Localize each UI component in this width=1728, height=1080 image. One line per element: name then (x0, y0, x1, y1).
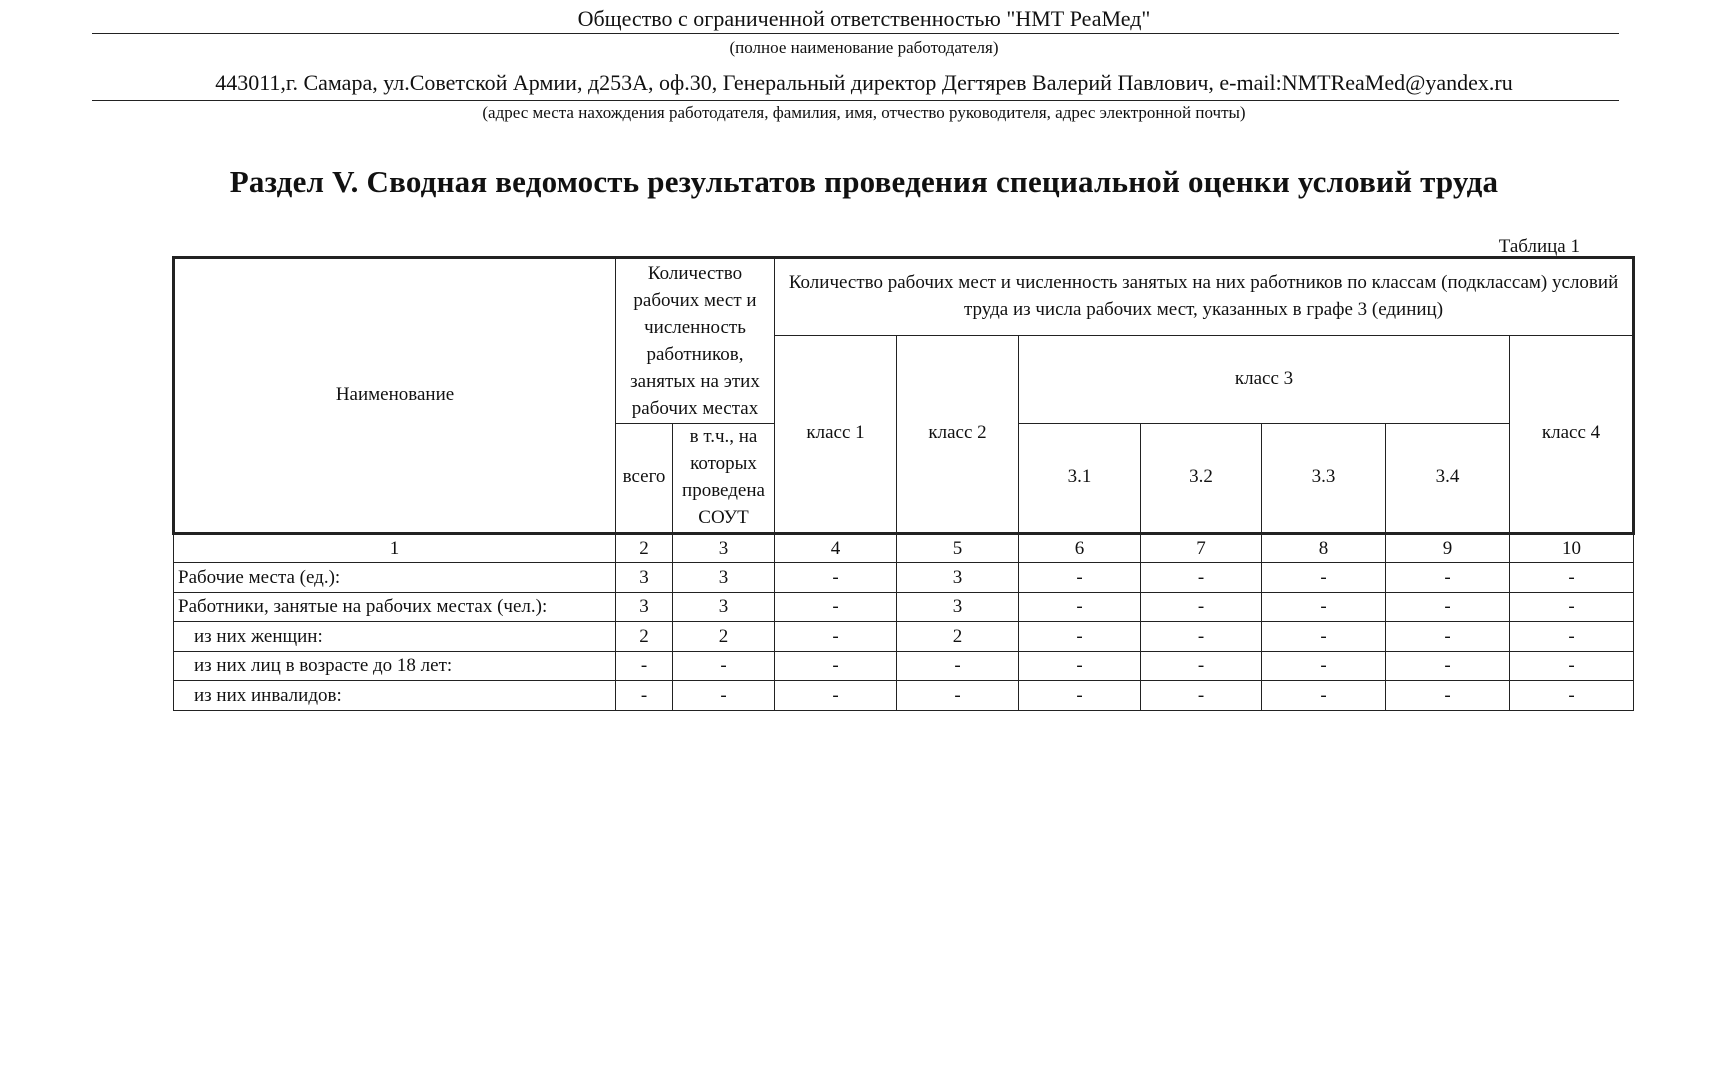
table-cell: - (1386, 592, 1510, 622)
header-class1: класс 1 (775, 336, 897, 534)
table-cell: 2 (897, 622, 1019, 652)
summary-table (172, 256, 1635, 711)
employer-address: 443011,г. Самара, ул.Советской Армии, д253А, оф.30, Генеральный директор Дегтярев Валерий Павлович, e-mail:NMTReaMed@yandex.ru (215, 70, 1513, 95)
header-class3: класс 3 (1019, 336, 1510, 424)
employer-caption: (полное наименование работодателя) (729, 38, 999, 57)
table-cell: 2 (616, 622, 673, 652)
header-name: Наименование (174, 258, 616, 534)
employer-underline (92, 33, 1619, 34)
table-cell: 3 (897, 563, 1019, 593)
table-cell: - (775, 592, 897, 622)
column-number: 6 (1019, 533, 1141, 563)
table-cell: - (1262, 622, 1386, 652)
table-cell: - (897, 651, 1019, 681)
table-cell: - (1386, 651, 1510, 681)
table-cell: 3 (673, 592, 775, 622)
column-number: 7 (1141, 533, 1262, 563)
table-cell: - (1262, 651, 1386, 681)
header-subclass-3-4: 3.4 (1386, 423, 1510, 533)
table-cell: - (1141, 592, 1262, 622)
table-header (174, 258, 1634, 534)
table-cell: - (1386, 563, 1510, 593)
header-subclass-3-3: 3.3 (1262, 423, 1386, 533)
row-name: Рабочие места (ед.): (174, 563, 616, 593)
table-row (174, 592, 1634, 622)
table-row (174, 651, 1634, 681)
table-cell: - (775, 622, 897, 652)
table-cell: - (775, 681, 897, 711)
table-cell: - (1386, 622, 1510, 652)
table-cell: - (775, 563, 897, 593)
table-cell: - (1386, 681, 1510, 711)
header-subclass-3-1: 3.1 (1019, 423, 1141, 533)
column-number: 10 (1510, 533, 1634, 563)
address-caption: (адрес места нахождения работодателя, фамилия, имя, отчество руководителя, адрес электронной почты) (482, 103, 1246, 122)
table-cell: - (616, 681, 673, 711)
table-cell: - (1019, 681, 1141, 711)
table-cell: - (1510, 563, 1634, 593)
employer-name: Общество с ограниченной ответственностью "НМТ РеаМед" (577, 6, 1151, 31)
column-number: 8 (1262, 533, 1386, 563)
table-cell: - (1141, 622, 1262, 652)
table-cell: - (616, 651, 673, 681)
header-count-group: Количество рабочих мест и численность работников, занятых на этих рабочих местах (616, 258, 775, 424)
row-name: Работники, занятые на рабочих местах (чел.): (174, 592, 616, 622)
table-cell: - (1019, 563, 1141, 593)
column-number: 4 (775, 533, 897, 563)
column-number: 1 (174, 533, 616, 563)
row-name: из них лиц в возрасте до 18 лет: (174, 651, 616, 681)
row-name: из них женщин: (174, 622, 616, 652)
table-cell: - (1262, 681, 1386, 711)
table-cell: - (673, 681, 775, 711)
column-number-row (174, 533, 1634, 563)
table-cell: - (673, 651, 775, 681)
column-number: 9 (1386, 533, 1510, 563)
table-label: Таблица 1 (1498, 236, 1580, 257)
table-cell: - (1510, 681, 1634, 711)
column-number: 3 (673, 533, 775, 563)
header-total: всего (616, 423, 673, 533)
table-row (174, 563, 1634, 593)
table-cell: - (1141, 681, 1262, 711)
table-cell: - (1262, 592, 1386, 622)
table-cell: - (1510, 622, 1634, 652)
table-cell: 3 (673, 563, 775, 593)
table-cell: 3 (897, 592, 1019, 622)
header-sout: в т.ч., на которых проведена СОУТ (673, 423, 775, 533)
table-cell: - (1510, 651, 1634, 681)
header-subclass-3-2: 3.2 (1141, 423, 1262, 533)
table-row (174, 622, 1634, 652)
table-cell: - (1141, 563, 1262, 593)
header-classes-group: Количество рабочих мест и численность занятых на них работников по классам (подклассам) условий труда из числа рабочих мест, указанных в графе 3 (единиц) (775, 258, 1634, 336)
row-name: из них инвалидов: (174, 681, 616, 711)
table-cell: 2 (673, 622, 775, 652)
section-title: Раздел V. Сводная ведомость результатов проведения специальной оценки условий труда (229, 164, 1499, 199)
table-cell: - (1141, 651, 1262, 681)
header-class4: класс 4 (1510, 336, 1634, 534)
table-cell: - (1019, 651, 1141, 681)
column-number: 2 (616, 533, 673, 563)
table-cell: - (775, 651, 897, 681)
header-class2: класс 2 (897, 336, 1019, 534)
table-cell: - (897, 681, 1019, 711)
table-cell: - (1019, 622, 1141, 652)
table-cell: - (1019, 592, 1141, 622)
table-cell: 3 (616, 563, 673, 593)
column-number: 5 (897, 533, 1019, 563)
table-body (174, 533, 1634, 710)
address-underline (92, 100, 1619, 101)
table-row (174, 681, 1634, 711)
table-cell: - (1262, 563, 1386, 593)
table-cell: 3 (616, 592, 673, 622)
table-cell: - (1510, 592, 1634, 622)
